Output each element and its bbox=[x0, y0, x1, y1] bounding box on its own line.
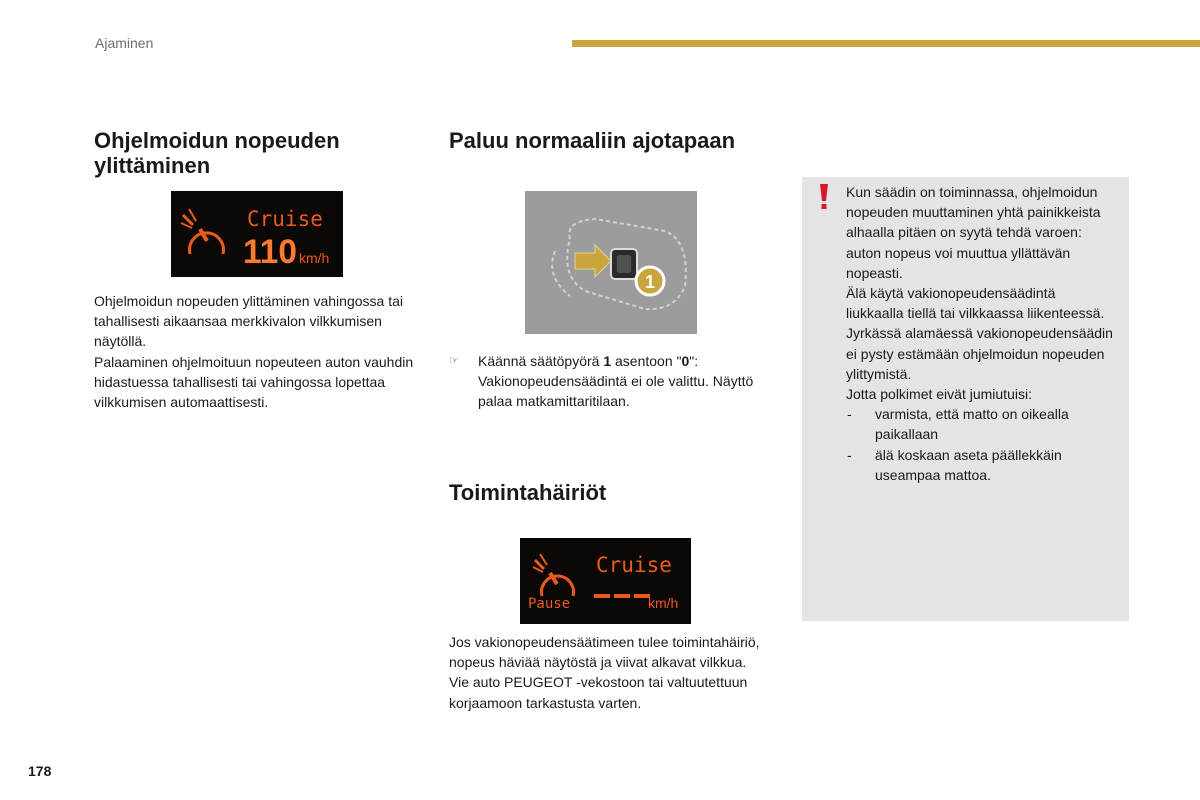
page-number: 178 bbox=[28, 763, 52, 779]
step-wheel-number: 1 bbox=[603, 353, 612, 369]
cruise-label: Cruise bbox=[596, 553, 672, 577]
malfunction-title: Toimintahäiriöt bbox=[449, 480, 607, 505]
cruise-speedometer-icon bbox=[181, 209, 224, 254]
speed-exceed-title: Ohjelmoidun nopeuden ylittäminen bbox=[94, 128, 340, 178]
list-dash: - bbox=[847, 406, 852, 423]
cruise-display-active bbox=[171, 191, 343, 277]
pointing-hand-icon: ☞ bbox=[449, 355, 459, 367]
return-normal-title: Paluu normaaliin ajotapaan bbox=[449, 128, 736, 153]
step-middle: asentoon " bbox=[611, 353, 682, 369]
warning-list-item-1: varmista, että matto on oikealla paikallaan bbox=[875, 406, 1069, 443]
warning-paragraph-4: Jotta polkimet eivät jumiutuisi: bbox=[846, 386, 1032, 403]
cruise-speedometer-icon bbox=[533, 554, 574, 596]
fault-paragraph-1: Jos vakionopeudensäätimeen tulee toimintahäiriö, nopeus häviää näytöstä ja viivat alkavat vilkkua. bbox=[449, 634, 760, 671]
list-dash: - bbox=[847, 446, 852, 463]
step-suffix: ": Vakionopeudensäädintä ei ole valittu. Näyttö palaa matkamittaritilaan. bbox=[478, 353, 754, 410]
fault-speed-unit: km/h bbox=[648, 595, 679, 611]
warning-paragraph-3: Jyrkässä alamäessä vakionopeudensäädin ei pysty estämään ohjelmoidun nopeuden ylittymistä. bbox=[846, 325, 1113, 382]
left-paragraph-2: Palaaminen ohjelmoituun nopeuteen auton vauhdin hidastuessa tahallisesti tai vahingossa lopettaa vilkkumisen automaattisesti. bbox=[94, 353, 414, 411]
control-stalk-icon bbox=[552, 219, 686, 309]
warning-paragraph-2: Älä käytä vakionopeudensäädintä liukkaalla tiellä tai vilkkaassa liikenteessä. bbox=[846, 285, 1105, 322]
cruise-label: Cruise bbox=[247, 207, 323, 231]
list-item bbox=[846, 445, 1116, 485]
warning-list bbox=[846, 404, 1116, 485]
step-prefix: Käännä säätöpyörä bbox=[478, 353, 604, 369]
cruise-speed-value: 110 bbox=[243, 233, 297, 271]
exclamation-icon bbox=[817, 183, 831, 211]
pause-label: Pause bbox=[528, 596, 571, 612]
control-stalk-figure bbox=[525, 191, 697, 334]
left-paragraph-1: Ohjelmoidun nopeuden ylittäminen vahingossa tai tahallisesti aikaansaa merkkivalon vilkkumisen näytöllä. bbox=[94, 293, 403, 350]
cruise-display-fault bbox=[520, 538, 691, 624]
speed-dashes bbox=[594, 594, 650, 598]
header-accent-rule bbox=[572, 40, 1200, 47]
warning-paragraph-1: Kun säädin on toiminnassa, ohjelmoidun nopeuden muuttaminen yhtä painikkeista alhaalla pitäen on syytä tehdä varoen: auton nopeus voi muuttua yllättävän nopeasti. bbox=[846, 184, 1101, 281]
cruise-speed-unit: km/h bbox=[299, 250, 330, 266]
stalk-callout-number: 1 bbox=[644, 272, 656, 292]
step-position: 0 bbox=[681, 353, 690, 369]
warning-list-item-2: älä koskaan aseta päällekkäin useampaa mattoa. bbox=[875, 446, 1062, 483]
fault-paragraph-2: Vie auto PEUGEOT -vekostoon tai valtuutettuun korjaamoon tarkastusta varten. bbox=[449, 674, 748, 711]
list-item bbox=[846, 404, 1116, 444]
section-label: Ajaminen bbox=[95, 35, 154, 51]
